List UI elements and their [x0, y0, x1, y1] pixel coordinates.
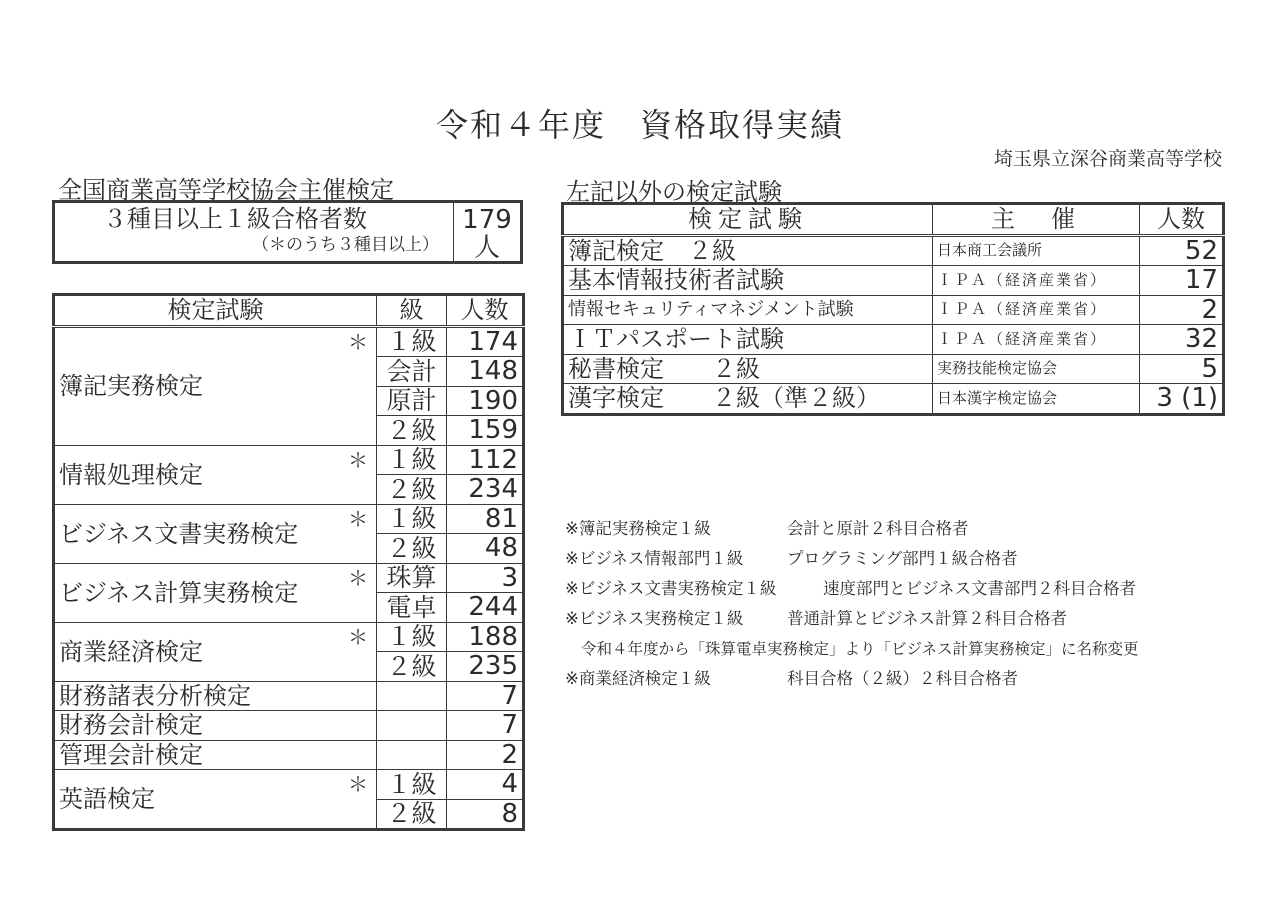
header-count: 人数: [447, 295, 524, 327]
note-item: [565, 634, 1265, 664]
page-title: 令和４年度 資格取得実績: [435, 106, 844, 144]
count-cell: 174: [447, 326, 524, 357]
summary-box: [52, 200, 523, 264]
star-mark: ＊: [348, 329, 368, 354]
exam-name: 漢字検定 ２級（準２級）: [563, 384, 933, 415]
exam-name: 情報セキュリティマネジメント試験: [563, 295, 933, 325]
other-exam-table: [561, 202, 1225, 416]
level-cell: １級: [377, 504, 447, 534]
exam-name: 財務会計検定: [59, 711, 203, 740]
sponsor-cell: ＩＰＡ（経済産業省）: [933, 325, 1140, 355]
note-subject: ※ビジネス文書実務検定１級: [565, 579, 777, 598]
school-name: 埼玉県立深谷商業高等学校: [993, 148, 1222, 170]
table-row: [54, 504, 524, 534]
table-row: [563, 325, 1224, 355]
count-cell: 81: [447, 504, 524, 534]
left-section-title: 全国商業高等学校協会主催検定: [58, 176, 394, 204]
level-cell: ２級: [377, 416, 447, 446]
note-detail: 会計と原計２科目合格者: [787, 519, 969, 538]
count-cell: 112: [447, 445, 524, 475]
level-cell: ２級: [377, 475, 447, 505]
star-mark: ＊: [348, 506, 368, 531]
exam-name: 商業経済検定: [59, 637, 203, 666]
note-subject: ※ビジネス情報部門１級: [565, 549, 744, 568]
exam-name: 英語検定: [59, 785, 155, 813]
count-cell: 7: [447, 681, 524, 711]
count-cell: 235: [447, 652, 524, 682]
exam-name: ビジネス計算実務検定: [59, 578, 299, 607]
right-section-title: 左記以外の検定試験: [566, 178, 782, 206]
level-cell: ２級: [377, 534, 447, 564]
count-cell: 2: [1140, 295, 1224, 325]
table-row: [54, 445, 524, 475]
level-cell: 原計: [377, 386, 447, 416]
level-cell: [377, 711, 447, 741]
summary-note: （＊のうち３種目以上）: [252, 235, 439, 255]
count-cell: 159: [447, 416, 524, 446]
note-item: [565, 574, 1265, 604]
note-subject: 令和４年度から「珠算電卓実務検定」より「ビジネス計算実務検定」に名称変更: [581, 640, 1139, 658]
header-level: 級: [377, 295, 447, 327]
level-cell: [377, 681, 447, 711]
note-detail: 科目合格（２級）２科目合格者: [787, 669, 1018, 688]
level-cell: [377, 740, 447, 770]
table-row: [563, 354, 1224, 384]
header-count: 人数: [1140, 204, 1224, 236]
summary-unit: 人: [473, 233, 500, 263]
level-cell: 珠算: [377, 563, 447, 593]
count-cell: 4: [447, 770, 524, 800]
count-cell: 32: [1140, 325, 1224, 355]
table-row: [54, 770, 524, 800]
table-header-row: [563, 204, 1224, 236]
exam-name: ビジネス文書実務検定: [59, 519, 299, 548]
table-row: [563, 384, 1224, 415]
count-cell: 3 (1): [1140, 384, 1224, 415]
count-cell: 148: [447, 357, 524, 387]
summary-value: 179: [462, 205, 512, 235]
sponsor-cell: 日本漢字検定協会: [933, 384, 1140, 415]
count-cell: 244: [447, 593, 524, 623]
star-mark: ＊: [348, 565, 368, 590]
note-detail: プログラミング部門１級合格者: [787, 549, 1018, 568]
note-subject: ※簿記実務検定１級: [565, 519, 711, 538]
exam-name: 秘書検定 ２級: [563, 354, 933, 384]
note-item: [565, 664, 1265, 694]
count-cell: 17: [1140, 266, 1224, 296]
star-mark: ＊: [348, 624, 368, 649]
note-subject: ※ビジネス実務検定１級: [565, 609, 744, 628]
table-row: [563, 295, 1224, 325]
star-mark: ＊: [348, 447, 368, 472]
exam-name: 管理会計検定: [59, 740, 203, 769]
exam-name: 簿記検定 ２級: [563, 235, 933, 266]
note-item: [565, 544, 1265, 574]
header-sponsor: 主 催: [933, 204, 1140, 236]
level-cell: 電卓: [377, 593, 447, 623]
summary-label: ３種目以上１級合格者数: [103, 205, 367, 233]
sponsor-cell: ＩＰＡ（経済産業省）: [933, 295, 1140, 325]
count-cell: 5: [1140, 354, 1224, 384]
table-row: [563, 235, 1224, 266]
table-row: [54, 326, 524, 357]
count-cell: 190: [447, 386, 524, 416]
table-row: [54, 740, 524, 770]
count-cell: 188: [447, 622, 524, 652]
exam-name: 情報処理検定: [59, 460, 203, 489]
level-cell: １級: [377, 326, 447, 357]
count-cell: 7: [447, 711, 524, 741]
level-cell: １級: [377, 770, 447, 800]
sponsor-cell: 実務技能検定協会: [933, 354, 1140, 384]
count-cell: 3: [447, 563, 524, 593]
count-cell: 52: [1140, 235, 1224, 266]
exam-name: 財務諸表分析検定: [59, 681, 251, 710]
level-cell: １級: [377, 445, 447, 475]
star-mark: ＊: [348, 772, 368, 796]
level-cell: ２級: [377, 799, 447, 830]
level-cell: １級: [377, 622, 447, 652]
level-cell: 会計: [377, 357, 447, 387]
count-cell: 2: [447, 740, 524, 770]
exam-name: 簿記実務検定: [59, 372, 203, 400]
note-detail: 普通計算とビジネス計算２科目合格者: [787, 609, 1068, 628]
count-cell: 48: [447, 534, 524, 564]
table-row: [54, 622, 524, 652]
notes-list: [565, 514, 1265, 694]
note-detail: 速度部門とビジネス文書部門２科目合格者: [823, 579, 1137, 598]
table-row: [54, 711, 524, 741]
count-cell: 8: [447, 799, 524, 830]
level-cell: ２級: [377, 652, 447, 682]
table-row: [54, 681, 524, 711]
header-exam: 検定試験: [563, 204, 933, 236]
sponsor-cell: ＩＰＡ（経済産業省）: [933, 266, 1140, 296]
table-row: [563, 266, 1224, 296]
exam-name: ＩＴパスポート試験: [563, 325, 933, 355]
exam-name: 基本情報技術者試験: [563, 266, 933, 296]
count-cell: 234: [447, 475, 524, 505]
zenshoren-exam-table: [52, 293, 525, 831]
header-exam: 検定試験: [54, 295, 377, 327]
note-subject: ※商業経済検定１級: [565, 669, 711, 688]
note-item: [565, 514, 1265, 544]
table-row: [54, 563, 524, 593]
note-item: [565, 604, 1265, 634]
sponsor-cell: 日本商工会議所: [933, 235, 1140, 266]
table-header-row: [54, 295, 524, 327]
